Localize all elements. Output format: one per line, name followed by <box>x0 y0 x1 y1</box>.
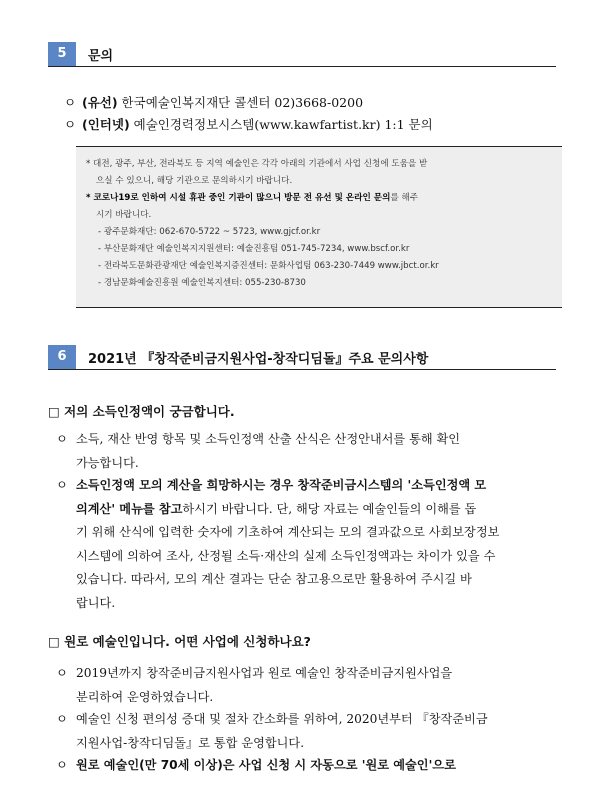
contact-label: (유선) <box>82 95 118 110</box>
answer-text: 하시기 바랍니다. 단, 해당 자료는 예술인들의 이해를 돕 <box>182 501 477 516</box>
contact-line: - 경남문화예술진흥원 예술인복지센터: 055-230-8730 <box>98 278 306 288</box>
question-title: □ 저의 소득인정액이 궁금합니다. <box>48 404 235 419</box>
answer-bold-text: 의계산' 메뉴를 참고 <box>76 501 183 516</box>
notice-line: 으실 수 있으니, 해당 기관으로 문의하시기 바랍니다. <box>96 176 293 186</box>
contact-text: 예술인경력정보시스템(www.kawfartist.kr) 1:1 문의 <box>129 117 433 132</box>
answer-line: 랍니다. <box>76 595 116 610</box>
answer-line: 시스템에 의하여 조사, 산정될 소득·재산의 실제 소득인정액과는 차이가 있을 수 <box>76 548 496 563</box>
answer-bold-line: 원로 예술인(만 70세 이상)은 사업 신청 시 자동으로 '원로 예술인'으로 <box>76 758 456 772</box>
notice-bold-text: * 코로나19로 인하여 시설 휴관 중인 기관이 많으니 방문 전 유선 및 온라인 문의 <box>86 193 391 203</box>
answer-line: 기 위해 산식에 입력한 숫자에 기초하여 계산되는 모의 결과값으로 사회보장정보 <box>76 525 500 539</box>
bullet: ㅇ <box>56 478 68 492</box>
answer-item <box>56 428 566 475</box>
section-6-header <box>48 345 556 370</box>
section-title: 2021년 『창작준비금지원사업-창작디딤돌』주요 문의사항 <box>88 352 429 367</box>
contact-line: - 부산문화재단 예술인복지지원센터: 예술진흥팀 051-745-7234, www.bscf.or.kr <box>98 244 410 254</box>
contact-line: - 광주문화재단: 062-670-5722 ~ 5723, www.gjcf.or.kr <box>98 227 321 237</box>
bullet: ㅇ <box>56 432 68 446</box>
section-number: 6 <box>48 345 76 369</box>
answer-bold-line: 소득인정액 모의 계산을 희망하시는 경우 창작준비금시스템의 '소득인정액 모 <box>76 478 487 492</box>
answer-item <box>56 662 566 709</box>
answer-line: 소득, 재산 반영 항목 및 소득인정액 산출 산식은 산정안내서를 통해 확인 <box>76 432 461 446</box>
notice-line: 시기 바랍니다. <box>96 210 152 220</box>
notice-text: 를 해주 <box>390 193 419 203</box>
bullet: ㅇ <box>64 95 77 110</box>
section-number: 5 <box>48 42 76 66</box>
section-title: 문의 <box>88 49 114 64</box>
answer-line: 있습니다. 따라서, 모의 계산 결과는 단순 참고용으로만 활용하여 주시길 바 <box>76 572 472 586</box>
contact-internet <box>64 114 564 136</box>
notice-line: * 대전, 광주, 부산, 전라북도 등 지역 예술인은 각각 아래의 기관에서 사업 신청에 도움을 받 <box>86 159 428 169</box>
bullet: ㅇ <box>56 666 68 680</box>
answer-line: 예술인 신청 편의성 증대 및 절차 간소화를 위하여, 2020년부터 『창작준비금 <box>76 712 488 726</box>
section-5-header <box>48 42 556 67</box>
answer-item <box>56 474 566 615</box>
answer-line: 지원사업-창작디딤돌』로 통합 운영합니다. <box>76 735 305 750</box>
answer-item <box>56 708 566 755</box>
answer-line: 가능합니다. <box>76 455 139 470</box>
answer-item <box>56 754 566 778</box>
contact-line: - 전라북도문화관광재단 예술인복지증진센터: 문화사업팀 063-230-7449 www.jbct.or.kr <box>98 261 439 271</box>
notice-line-emphasis <box>86 190 552 207</box>
answer-line: 2019년까지 창작준비금지원사업과 원로 예술인 창작준비금지원사업을 <box>76 666 453 680</box>
contact-label: (인터넷) <box>82 117 130 132</box>
question-title: □ 원로 예술인입니다. 어떤 사업에 신청하나요? <box>48 634 311 649</box>
answer-line: 분리하여 운영하였습니다. <box>76 689 214 704</box>
bullet: ㅇ <box>56 712 68 726</box>
bullet: ㅇ <box>64 117 77 132</box>
bullet: ㅇ <box>56 758 68 772</box>
notice-box <box>76 146 562 308</box>
contact-text: 한국예술인복지재단 콜센터 02)3668-0200 <box>117 95 364 110</box>
contact-phone <box>64 92 564 114</box>
